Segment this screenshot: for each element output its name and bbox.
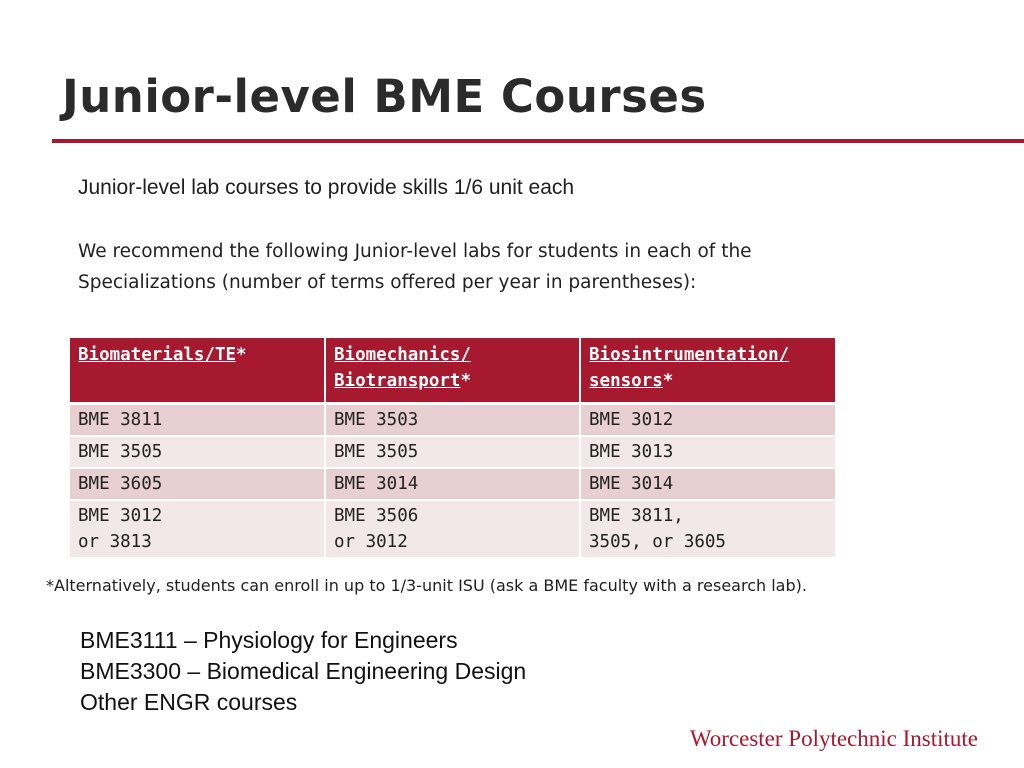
- table-cell: BME 3505: [325, 436, 580, 468]
- table-cell: [325, 500, 580, 558]
- recommendation-line-2: Specializations (number of terms offered per year in parentheses):: [78, 272, 697, 293]
- cell-line-1: BME 3811,: [589, 506, 684, 526]
- header-biomaterials-asterisk: *: [236, 345, 247, 365]
- table-cell: BME 3505: [70, 436, 325, 468]
- table-cell: BME 3012: [580, 404, 835, 437]
- header-bioinstrumentation-asterisk: *: [662, 371, 674, 391]
- cell-line-2: or 3813: [78, 532, 152, 552]
- list-item: Other ENGR courses: [80, 689, 298, 715]
- table-cell: BME 3013: [580, 436, 835, 468]
- cell-line-1: BME 3506: [334, 506, 419, 526]
- recommendation-text: [78, 236, 878, 298]
- header-bioinstrumentation: [580, 338, 835, 404]
- table-cell: BME 3014: [580, 468, 835, 500]
- header-biomechanics-asterisk: *: [460, 371, 471, 391]
- header-biomaterials-label: Biomaterials/TE: [78, 345, 237, 365]
- page-title: Junior-level BME Courses: [62, 70, 707, 123]
- table-cell: BME 3503: [325, 404, 580, 437]
- header-biomechanics: [325, 338, 580, 404]
- header-biomaterials: [70, 338, 325, 404]
- cell-line-2: or 3012: [334, 532, 408, 552]
- table-header-row: [70, 338, 835, 404]
- header-biomechanics-label-1: Biomechanics/: [334, 345, 471, 365]
- title-divider: [52, 139, 1024, 143]
- header-bioinstrumentation-label-2: sensors: [589, 371, 663, 391]
- header-biomechanics-label-2: Biotransport: [334, 371, 461, 391]
- subtitle: Junior-level lab courses to provide skills 1/6 unit each: [78, 176, 575, 199]
- table-row: [70, 404, 835, 437]
- table-row: [70, 436, 835, 468]
- list-item: BME3111 – Physiology for Engineers: [80, 627, 458, 653]
- cell-line-1: BME 3012: [78, 506, 163, 526]
- header-bioinstrumentation-label-1: Biosintrumentation/: [589, 345, 790, 365]
- table-cell: [70, 500, 325, 558]
- recommendation-line-1: We recommend the following Junior-level labs for students in each of the: [78, 241, 752, 262]
- table-row: [70, 468, 835, 500]
- cell-line-2: 3505, or 3605: [589, 532, 726, 552]
- footer-logo-text: Worcester Polytechnic Institute: [689, 726, 978, 751]
- list-item: BME3300 – Biomedical Engineering Design: [80, 658, 527, 684]
- table-cell: [580, 500, 835, 558]
- footnote: *Alternatively, students can enroll in up to 1/3-unit ISU (ask a BME faculty with a research lab).: [46, 576, 807, 595]
- table-cell: BME 3605: [70, 468, 325, 500]
- table-cell: BME 3014: [325, 468, 580, 500]
- table-row: [70, 500, 835, 558]
- other-courses-list: [80, 625, 526, 718]
- specialization-labs-table: [70, 338, 835, 559]
- table-cell: BME 3811: [70, 404, 325, 437]
